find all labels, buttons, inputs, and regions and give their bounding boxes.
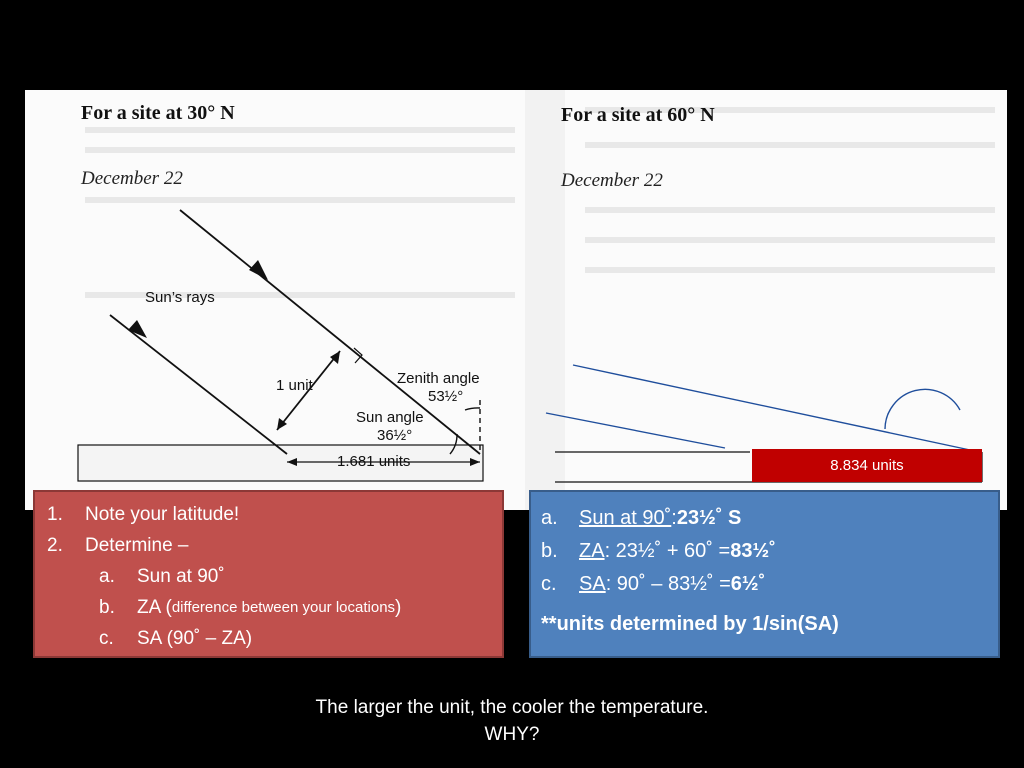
answer-b [541,535,998,568]
answer-letter: b. [541,540,558,562]
sub-step-note: difference between your locations [171,599,396,616]
step-item [47,499,502,530]
sun-angle-diagrams [25,90,1007,510]
sub-step-letter: a. [99,566,115,587]
zenith-angle-value: 53½° [428,388,464,405]
answer-label: Sun at 90˚ [579,507,672,529]
right-sun-ray-upper [573,365,970,450]
answer-label: ZA [579,540,605,562]
answer-c [541,568,998,601]
right-sun-ray-lower [546,413,725,448]
unit-label: 1 unit [276,377,313,394]
step-number: 1. [47,504,63,525]
step-text: Note your latitude! [85,504,240,525]
right-heading: For a site at 60° N [561,104,715,126]
answer-separator: : [671,507,677,529]
right-date: December 22 [561,170,663,191]
step-item [47,530,502,561]
right-width-label: 8.834 units [752,449,982,482]
zenith-angle-arc [465,408,480,410]
sub-step-text: ZA ( [137,597,172,618]
caption-line-2: WHY? [484,724,540,745]
left-labels [145,289,480,470]
sub-step-text: SA (90˚ – ZA) [137,628,253,649]
answer-a [541,502,998,535]
steps-box [33,490,504,658]
textbook-scan [25,90,1007,510]
caption-line-1: The larger the unit, the cooler the temperature. [315,697,709,718]
sun-angle-value: 36½° [377,427,413,444]
right-diagram [546,365,970,450]
left-date: December 22 [81,168,183,189]
sub-step-item [47,561,502,592]
sub-step-letter: c. [99,628,114,649]
answer-label: SA [579,573,606,595]
answer-expression: : 90˚ – 83½˚ = [605,573,731,595]
answer-value: 83½˚ [730,540,776,562]
step-number: 2. [47,535,63,556]
sun-ray-lower [110,315,287,454]
step-text: Determine – [85,535,189,556]
left-heading: For a site at 30° N [81,102,235,124]
sun-angle-label: Sun angle [356,409,424,426]
sub-step-text-end: ) [395,597,402,618]
right-angle-arc [885,389,960,429]
width-label: 1.681 units [337,453,411,470]
caption [0,694,1024,748]
answer-value: 23½˚ S [676,507,742,529]
sun-ray-upper [180,210,480,454]
answers-box [529,490,1000,658]
sub-step-letter: b. [99,597,115,618]
zenith-angle-label: Zenith angle [397,370,480,387]
units-note [541,608,998,641]
sub-step-text: Sun at 90˚ [137,566,225,587]
page-gutter [525,90,565,510]
answer-letter: c. [541,573,557,595]
answer-letter: a. [541,507,558,529]
answer-value: 6½˚ [730,573,766,595]
answer-expression: : 23½˚ + 60˚ = [604,540,731,562]
left-ground [78,445,483,481]
left-diagram [78,210,483,481]
sub-step-item [47,623,502,654]
sub-step-item [47,592,502,623]
sun-rays-label: Sun’s rays [145,289,215,306]
units-note-text: **units determined by 1/sin(SA) [541,613,839,635]
